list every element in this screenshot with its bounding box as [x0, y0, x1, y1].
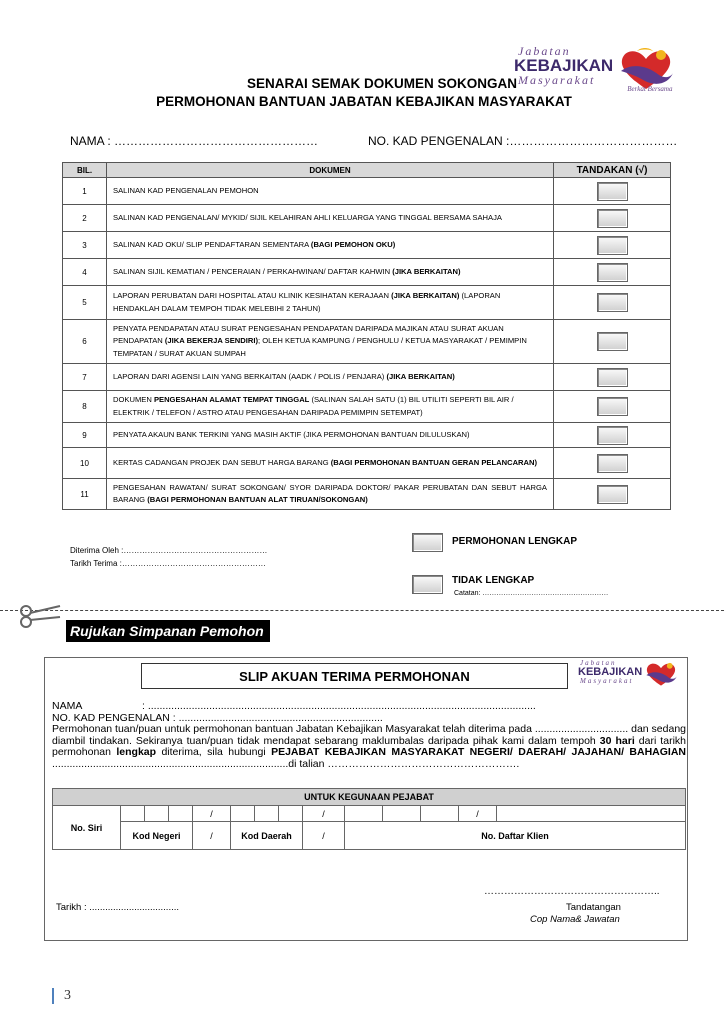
slip-ic-field[interactable]: NO. KAD PENGENALAN : ...................................................................... — [52, 711, 383, 724]
cut-line — [0, 610, 724, 611]
document-checklist-table — [62, 162, 671, 510]
tick-checkbox[interactable] — [597, 426, 628, 445]
logo-line-kebajikan: KEBAJIKAN — [514, 56, 614, 75]
client-register-number-label: No. Daftar Klien — [345, 822, 686, 850]
page-number: 3 — [52, 988, 71, 1004]
notes-field[interactable]: Catatan: ……………………………………………… — [454, 590, 609, 597]
tick-checkbox[interactable] — [597, 293, 628, 312]
tick-checkbox[interactable] — [597, 485, 628, 504]
logo-line-jabatan: Jabatan — [518, 44, 571, 58]
scissors-icon — [18, 603, 62, 629]
slip-body — [52, 701, 686, 771]
row-document: PENYATA PENDAPATAN ATAU SURAT PENGESAHAN PENDAPATAN DARIPADA MAJIKAN ATAU SURAT AKUAN PENDAPATAN (JIKA BEKERJA SENDIRI); OLEH KETUA KAMPUNG / PENGHULU / KETUA MASYARAKAT / PEMIMPIN TEMPATAN / SURAT AKUAN SUMPAH — [107, 320, 554, 364]
incomplete-checkbox[interactable] — [412, 575, 443, 594]
table-row — [63, 178, 671, 205]
signature-label: Tandatangan — [566, 902, 621, 913]
ic-number-field[interactable]: NO. KAD PENGENALAN :…………………………………… — [368, 134, 678, 148]
tick-checkbox[interactable] — [597, 332, 628, 351]
slip-title: SLIP AKUAN TERIMA PERMOHONAN — [141, 663, 568, 689]
row-number: 4 — [63, 259, 107, 286]
table-row — [63, 259, 671, 286]
heart-emblem-icon — [644, 660, 678, 688]
logo-line-masyarakat: Masyarakat — [518, 73, 596, 87]
slip-date-field[interactable]: Tarikh : .................................. — [56, 902, 179, 913]
slip-name-label: NAMA — [52, 700, 83, 712]
tick-checkbox[interactable] — [597, 182, 628, 201]
complete-checkbox[interactable] — [412, 533, 443, 552]
district-code-label: Kod Daerah — [231, 822, 303, 850]
table-row — [63, 391, 671, 423]
logo-tagline: Berkat Bersama — [627, 85, 673, 93]
jkm-logo-small: Jabatan KEBAJIKAN Masyarakat — [578, 660, 678, 688]
row-number: 1 — [63, 178, 107, 205]
row-document: SALINAN KAD OKU/ SLIP PENDAFTARAN SEMENTARA (BAGI PEMOHON OKU) — [107, 232, 554, 259]
page-title-line2: PERMOHONAN BANTUAN JABATAN KEBAJIKAN MASYARAKAT — [156, 94, 572, 109]
row-number: 11 — [63, 479, 107, 510]
row-number: 5 — [63, 286, 107, 320]
row-number: 3 — [63, 232, 107, 259]
tick-checkbox[interactable] — [597, 209, 628, 228]
page-title-line1: SENARAI SEMAK DOKUMEN SOKONGAN — [246, 76, 517, 91]
incomplete-label: TIDAK LENGKAP — [452, 575, 535, 586]
row-document: SALINAN KAD PENGENALAN PEMOHON — [107, 178, 554, 205]
row-document: LAPORAN PERUBATAN DARI HOSPITAL ATAU KLINIK KESIHATAN KERAJAAN (JIKA BERKAITAN) (LAPORAN HENDAKLAH DALAM TEMPOH TIDAK MELEBIHI 2 TAHUN) — [107, 286, 554, 320]
received-by-field[interactable]: Diterima Oleh :……………………………………………… — [70, 546, 268, 555]
row-document: SALINAN SIJIL KEMATIAN / PENCERAIAN / PERKAHWINAN/ DAFTAR KAHWIN (JIKA BERKAITAN) — [107, 259, 554, 286]
row-document: DOKUMEN PENGESAHAN ALAMAT TEMPAT TINGGAL (SALINAN SALAH SATU (1) BIL UTILITI SEPERTI BIL AIR / ELEKTRIK / TELEFON / ASTRO ATAU PENGESAHAN DARIPADA PEMIMPIN SETEMPAT) — [107, 391, 554, 423]
row-document: KERTAS CADANGAN PROJEK DAN SEBUT HARGA BARANG (BAGI PERMOHONAN BANTUAN GERAN PELANCARAN) — [107, 448, 554, 479]
row-document: PENGESAHAN RAWATAN/ SURAT SOKONGAN/ SYOR DARIPADA DOKTOR/ PAKAR PERUBATAN DAN SEBUT HARGA BARANG (BAGI PERMOHONAN BANTUAN ALAT TIRUAN/SOKONGAN) — [107, 479, 554, 510]
row-document: PENYATA AKAUN BANK TERKINI YANG MASIH AKTIF (JIKA PERMOHONAN BANTUAN DILULUSKAN) — [107, 423, 554, 448]
tick-checkbox[interactable] — [597, 236, 628, 255]
table-row — [63, 232, 671, 259]
table-row — [63, 286, 671, 320]
tick-checkbox[interactable] — [597, 368, 628, 387]
received-date-field[interactable]: Tarikh Terima :……………………………………………… — [70, 559, 266, 568]
tick-checkbox[interactable] — [597, 397, 628, 416]
column-header-tick: TANDAKAN (√) — [554, 163, 671, 178]
table-row — [63, 320, 671, 364]
table-row — [63, 423, 671, 448]
name-field[interactable]: NAMA : …………………………………………… — [70, 134, 319, 148]
slip-name-field[interactable]: : ..................................................................................................................................... — [142, 700, 536, 712]
table-row — [63, 479, 671, 510]
column-header-no: BIL. — [63, 163, 107, 178]
applicant-copy-banner: Rujukan Simpanan Pemohon — [66, 620, 270, 642]
serial-number-label: No. Siri — [53, 806, 121, 850]
row-number: 8 — [63, 391, 107, 423]
row-number: 10 — [63, 448, 107, 479]
row-document: LAPORAN DARI AGENSI LAIN YANG BERKAITAN (AADK / POLIS / PENJARA) (JIKA BERKAITAN) — [107, 364, 554, 391]
row-number: 6 — [63, 320, 107, 364]
tick-checkbox[interactable] — [597, 263, 628, 282]
table-row — [63, 448, 671, 479]
tick-checkbox[interactable] — [597, 454, 628, 473]
row-number: 7 — [63, 364, 107, 391]
table-row — [63, 205, 671, 232]
slip-paragraph: Permohonan tuan/puan untuk permohonan bantuan Jabatan Kebajikan Masyarakat telah diterima pada ................................ dan sedang diambil tindakan. Sekiranya tuan/puan tidak mendapat sebarang maklumbalas daripada pihak kami dalam tempoh 30 hari dari tarikh permohonan lengkap diterima, sila hubungi PEJABAT KEBAJIKAN MASYARAKAT NEGERI/ DAERAH/ JAJAHAN/ BAHAGIAN .................................................................................di talian ………………………………………………. — [52, 723, 686, 770]
row-number: 2 — [63, 205, 107, 232]
row-number: 9 — [63, 423, 107, 448]
office-use-table: UNTUK KEGUNAAN PEJABAT No. Siri / / / Kod Negeri / Kod Daerah / No. Daftar Klien — [52, 788, 686, 850]
state-code-label: Kod Negeri — [121, 822, 193, 850]
stamp-label: Cop Nama& Jawatan — [530, 914, 620, 925]
complete-label: PERMOHONAN LENGKAP — [452, 536, 578, 547]
signature-line[interactable]: …………………………………………….. — [484, 886, 660, 897]
office-use-header: UNTUK KEGUNAAN PEJABAT — [53, 789, 686, 806]
row-document: SALINAN KAD PENGENALAN/ MYKID/ SIJIL KELAHIRAN AHLI KELUARGA YANG TINGGAL BERSAMA SAHAJA — [107, 205, 554, 232]
table-row — [63, 364, 671, 391]
column-header-document: DOKUMEN — [107, 163, 554, 178]
